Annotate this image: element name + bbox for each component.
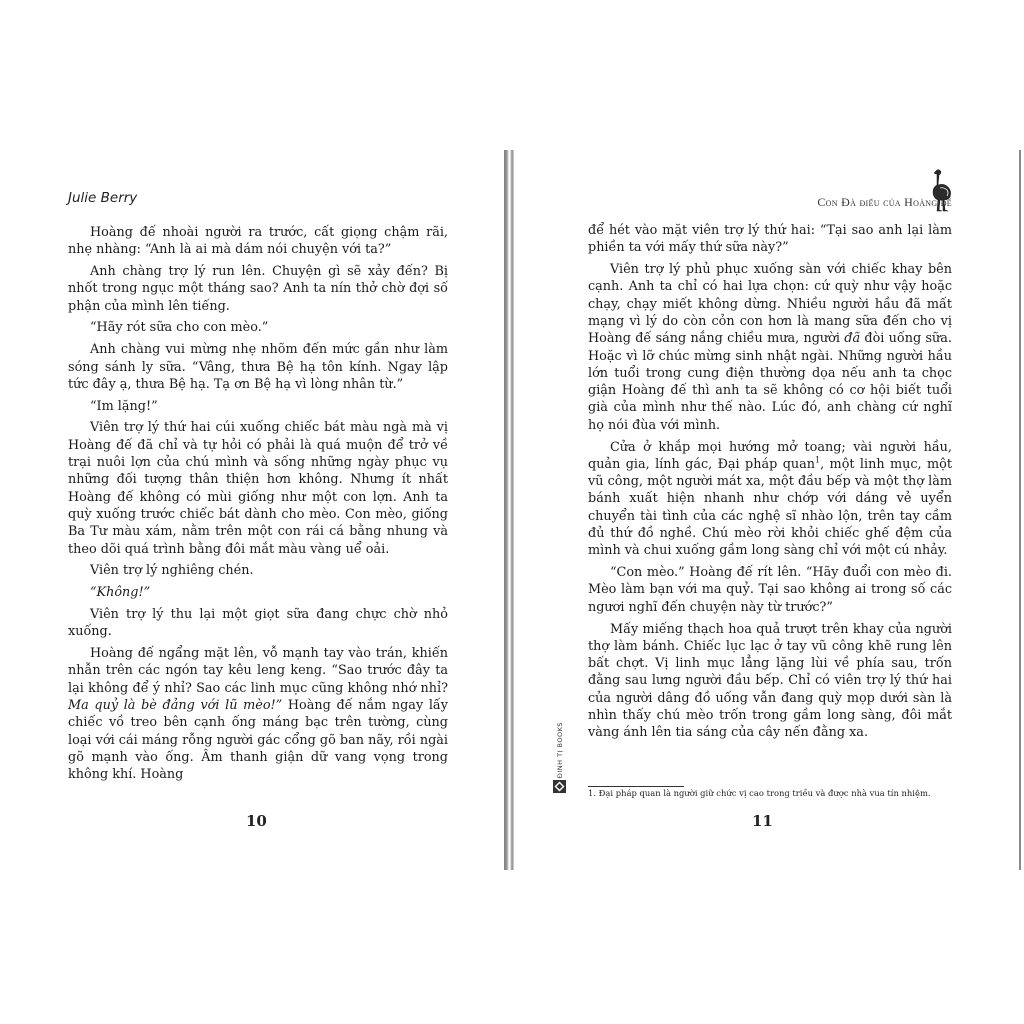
paragraph	[68, 584, 448, 601]
footnote-marker[interactable]: 1	[815, 455, 821, 465]
publisher-logo-icon	[553, 780, 566, 793]
paragraph: “Hãy rót sữa cho con mèo.”	[90, 320, 269, 336]
right-page	[520, 160, 1014, 860]
paragraph: Viên trợ lý thứ hai cúi xuống chiếc bát màu ngà mà vị Hoàng đế đã chỉ và tự hỏi có phải là quá muộn để trở về trại nuôi lợn của chú mình và sống những ngày phục vụ những đối tượng thân thiện hơn không. Nhưng ít nhất Hoàng đế không có mùi giống như một con lợn. Anh ta quỳ xuống trước chiếc bát dành cho mèo. Con mèo, giống Ba Tư màu xám, nằm trên một con rái cá bằng nhung và theo dõi quá trình bằng đôi mắt màu vàng uể oải.	[68, 420, 448, 557]
running-header-title: Con Đà điểu của Hoàng đế	[817, 195, 952, 209]
paragraph: Anh chàng vui mừng nhẹ nhõm đến mức gần như làm sóng sánh ly sữa. “Vâng, thưa Bệ hạ tôn kính. Ngay lập tức đây ạ, thưa Bệ hạ. Tạ ơn Bệ hạ vì lòng nhân từ.”	[68, 342, 448, 392]
paragraph-text: Cửa ở khắp mọi hướng mở toang; vài người hầu, quản gia, lính gác, Đại pháp quan	[588, 439, 952, 472]
page-number: 10	[246, 812, 267, 830]
running-header-author: Julie Berry	[68, 190, 138, 206]
right-page-body	[588, 222, 952, 746]
paragraph-text: , một linh mục, một vũ công, một người mát xa, một đầu bếp và một thợ làm bánh xuất hiện nhanh như chớp với dáng vẻ uyển chuyển tài tình của các nghệ sĩ nhào lộn, trên tay cầm đủ thứ đồ nghề. Chú mèo rời khỏi chiếc ghế đệm của mình và chui xuống gầm long sàng chỉ với một cú nhảy.	[588, 456, 952, 559]
paragraph-text: đòi uống sữa. Hoặc vì lỡ chúc mừng sinh nhật ngài. Những người hầu lớn tuổi trong cung điện thường dọa nếu anh ta chọc giận Hoàng đế thì anh ta sẽ không có cơ hội biết tuổi già của mình như thế nào. Lúc đó, anh chàng cứ nghĩ họ nói đùa với mình.	[588, 331, 952, 433]
paragraph-text: Viên trợ lý phủ phục xuống sàn với chiếc khay bên cạnh. Anh ta chỉ có hai lựa chọn: cứ quỳ như vậy hoặc chạy, chạy miết không dừng. Nhiều người hầu đã mất mạng vì lý do còn cỏn con hơn là mang sữa đến cho vị Hoàng đế sáng nắng chiều mưa, người	[588, 262, 952, 347]
italic-text: đã	[844, 331, 861, 347]
left-page	[56, 180, 448, 840]
paragraph: Hoàng đế nhoài người ra trước, cất giọng chậm rãi, nhẹ nhàng: “Anh là ai mà dám nói chuyện với ta?”	[68, 225, 448, 258]
page-edge	[1019, 150, 1021, 870]
paragraph: “Con mèo.” Hoàng đế rít lên. “Hãy đuổi con mèo đi. Mèo làm bạn với ma quỷ. Tại sao không ai trong số các ngươi nghĩ đến chuyện này từ trước?”	[588, 565, 952, 615]
paragraph	[588, 261, 952, 434]
paragraph: để hét vào mặt viên trợ lý thứ hai: “Tại sao anh lại làm phiền ta với mấy thứ sữa này?”	[588, 223, 952, 256]
page-number: 11	[752, 812, 773, 830]
footnote-divider	[588, 786, 684, 787]
paragraph: Anh chàng trợ lý run lên. Chuyện gì sẽ xảy đến? Bị nhốt trong ngục một tháng sao? Anh ta nín thở chờ đợi số phận của mình lên tiếng.	[68, 264, 448, 314]
italic-text: “Không!”	[90, 585, 151, 601]
paragraph	[588, 439, 952, 560]
paragraph-text: Hoàng đế nắm ngay lấy chiếc vồ treo bên cạnh ống máng bạc trên tường, cùng loại với cái máng rỗng người gác cổng gõ ban nãy, rồi ngài gõ mạnh vào ống. Âm thanh giận dữ vang vọng trong không khí. Hoàng	[68, 697, 448, 783]
italic-text: Ma quỷ là bè đảng với lũ mèo!”	[68, 697, 283, 713]
paragraph: “Im lặng!”	[90, 398, 158, 414]
paragraph-text: Hoàng đế ngẩng mặt lên, vỗ mạnh tay vào trán, khiến nhẫn trên các ngón tay kêu leng keng. “Sao trước đây ta lại không để ý nhỉ? Sao các linh mục cũng không nhớ nhỉ?	[68, 646, 448, 696]
paragraph: Viên trợ lý thu lại một giọt sữa đang chực chờ nhỏ xuống.	[68, 606, 448, 640]
left-page-body	[68, 224, 448, 788]
book-spine	[504, 150, 514, 870]
paragraph	[68, 645, 448, 783]
ostrich-icon	[928, 168, 954, 214]
publisher-name: ĐINH TỊ BOOKS	[556, 722, 564, 779]
paragraph: Viên trợ lý nghiêng chén.	[90, 563, 254, 579]
paragraph: Mấy miếng thạch hoa quả trượt trên khay của người thợ làm bánh. Chiếc lục lạc ở tay vũ công khẽ rung lên bất chợt. Vị linh mục lẳng lặng lùi về phía sau, trốn đằng sau lưng người đầu bếp. Chỉ có viên trợ lý thứ hai của người dâng đồ uống vẫn đang quỳ mọp dưới sàn là nhìn thấy chú mèo trốn trong gầm long sàng, đôi mắt vàng ánh lên tia sáng của cây nến đằng xa.	[588, 621, 952, 741]
footnote: 1. Đại pháp quan là người giữ chức vị cao trong triều và được nhà vua tín nhiệm.	[588, 788, 931, 798]
